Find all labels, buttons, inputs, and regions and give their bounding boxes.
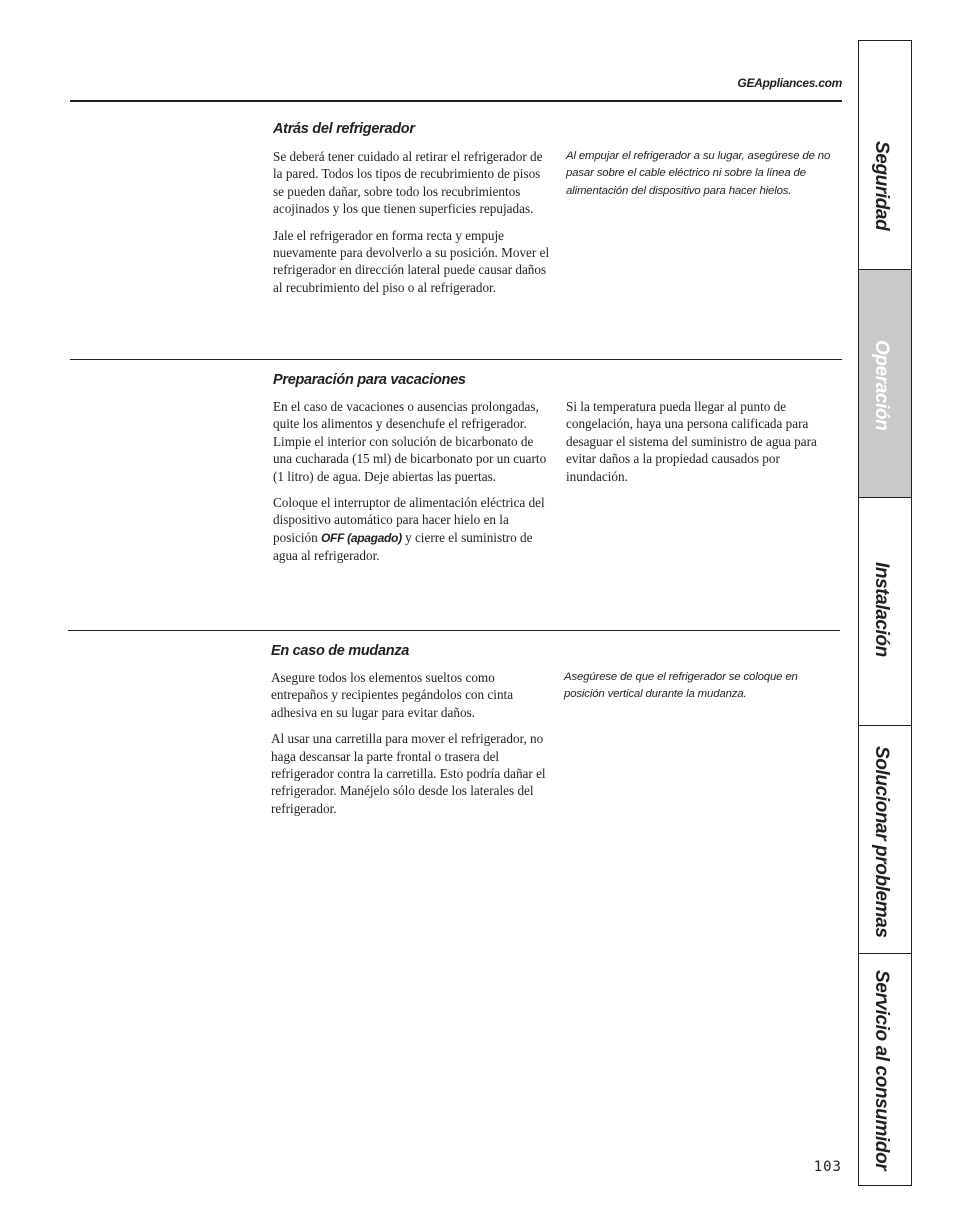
paragraph: Jale el refrigerador en forma recta y empuje nuevamente para devolverlo a su posición. Mover el refrigerador en dirección lateral puede causar daños al recubrimiento del piso o al refrigerador. [273,227,550,295]
section-title-vacaciones: Preparación para vacaciones [273,372,466,388]
section-divider [68,630,840,631]
paragraph: Al usar una carretilla para mover el refrigerador, no haga descansar la parte frontal o trasera del refrigerador contra la carretilla. Esto podría dañar el refrigerador. Manéjelo sólo desde los laterales del refrigerador. [271,731,546,816]
tab-solucionar-problemas[interactable] [858,725,912,954]
tab-instalacion[interactable] [858,497,912,726]
section-mudanza-body [271,669,551,826]
paragraph-text: y cierre el suministro de agua al refrigerador. [273,529,533,564]
page-number: 103 [813,1159,842,1175]
paragraph: En el caso de vacaciones o ausencias prolongadas, quite los alimentos y desenchufe el refrigerador. Limpie el interior con solución de bicarbonato de una cucharada (15 ml) de bicarbonato por un cuarto (1 litro) de agua. Deje abiertas las puertas. [273,399,547,484]
tab-seguridad[interactable] [858,40,912,270]
section-vacaciones-body [273,398,555,574]
paragraph [273,494,555,565]
side-tabs [858,40,912,1186]
off-setting-label: OFF (apagado) [321,530,402,545]
paragraph-text: Coloque el interruptor de alimentación eléctrica del dispositivo automático para hacer hielo en la posición [273,495,545,545]
paragraph: Si la temperatura pueda llegar al punto de congelación, haya una persona calificada para desaguar el sistema del suministro de agua para evitar daños a la propiedad causados por inundación. [566,399,817,484]
section-vacaciones-right [566,398,824,494]
tab-label: Operación [871,340,892,431]
tab-operacion[interactable] [858,269,912,498]
section-title-atras: Atrás del refrigerador [273,121,415,137]
section-mudanza-note: Asegúrese de que el refrigerador se coloque en posición vertical durante la mudanza. [564,671,798,701]
paragraph: Asegure todos los elementos sueltos como entrepaños y recipientes pegándolos con cinta adhesiva en su lugar para evitar daños. [271,670,514,720]
paragraph: Se deberá tener cuidado al retirar el refrigerador de la pared. Todos los tipos de recubrimiento de pisos se pueden dañar, sobre todo los recubrimientos acojinados y los que tienen superficies repujadas. [273,149,543,217]
tab-servicio-al-consumidor[interactable] [858,953,912,1186]
header-rule [70,100,842,102]
tab-label: Instalación [871,562,892,657]
section-atras-note: Al empujar el refrigerador a su lugar, asegúrese de no pasar sobre el cable eléctrico ni sobre la línea de alimentación del dispositivo para hacer hielos. [566,150,831,197]
section-divider [70,359,842,360]
tab-label: Seguridad [871,141,892,231]
section-title-mudanza: En caso de mudanza [271,643,410,659]
tab-label: Solucionar problemas [871,746,892,938]
section-atras-body [273,148,553,305]
tab-label: Servicio al consumidor [871,970,892,1171]
site-url[interactable]: GEAppliances.com [737,76,842,90]
